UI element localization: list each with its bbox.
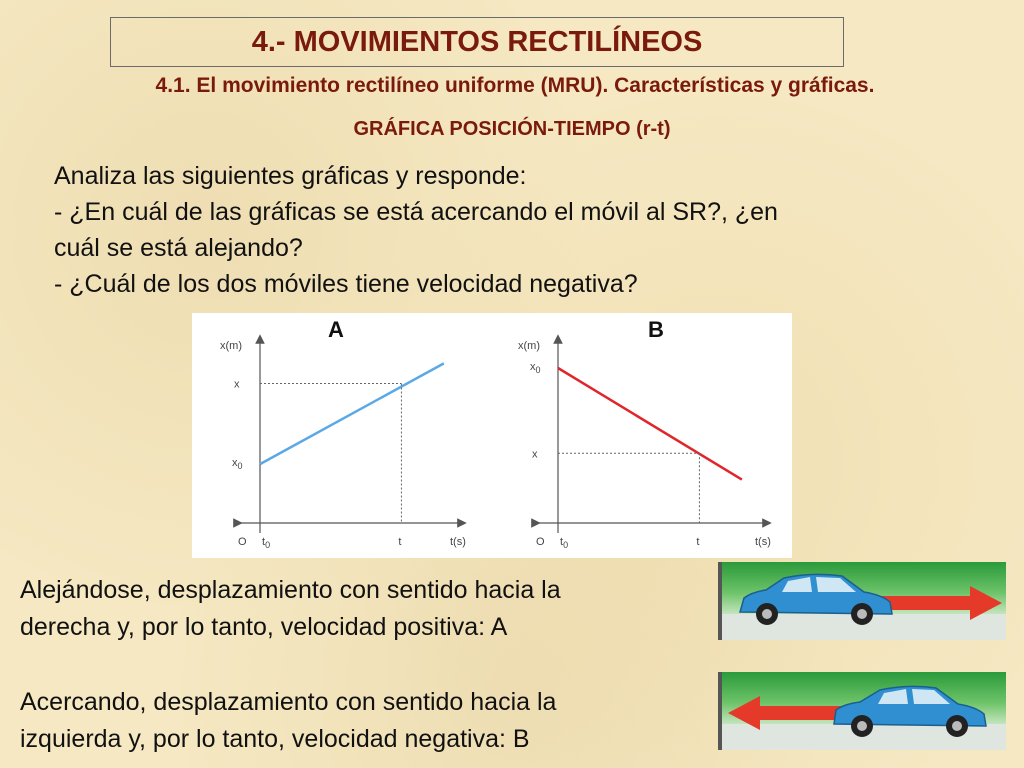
slide-title: [110, 17, 844, 67]
y-tick-label: x: [234, 378, 240, 391]
answer-b-line: izquierda y, por lo tanto, velocidad negativa: B: [20, 725, 530, 753]
series-line: [260, 363, 444, 464]
x-axis-label: t(s): [450, 536, 466, 548]
x-axis-label: t(s): [755, 536, 771, 548]
y-axis-label: x(m): [220, 340, 242, 352]
slide-subtitle: 4.1. El movimiento rectilíneo uniforme (MRU). Características y gráficas.: [155, 74, 875, 97]
car-moving-left-image: [718, 672, 1006, 750]
answer-b-line: Acercando, desplazamiento con sentido hacia la: [20, 688, 557, 716]
series-line: [558, 368, 742, 480]
prompt-line: Analiza las siguientes gráficas y responde:: [54, 162, 527, 190]
x-tick-label: t: [398, 536, 402, 548]
y-axis-label: x(m): [518, 340, 540, 352]
section-heading: GRÁFICA POSICIÓN-TIEMPO (r-t): [353, 118, 671, 140]
prompt-line: - ¿En cuál de las gráficas se está acercando el móvil al SR?, ¿en: [54, 198, 778, 226]
answer-a-line: Alejándose, desplazamiento con sentido hacia la: [20, 576, 561, 604]
answer-b: [20, 684, 556, 758]
graphs-svg: [192, 313, 792, 558]
y-tick-label: $x_0$: [232, 457, 243, 472]
prompt-line: cuál se está alejando?: [54, 234, 303, 262]
x-tick-label: $t_0$: [262, 536, 271, 550]
slide-title-text: 4.- MOVIMIENTOS RECTILÍNEOS: [251, 25, 703, 58]
answer-a-line: derecha y, por lo tanto, velocidad positiva: A: [20, 613, 508, 641]
prompt-line: - ¿Cuál de los dos móviles tiene velocidad negativa?: [54, 270, 638, 298]
origin-label: O: [238, 536, 247, 548]
y-tick-label: x: [532, 448, 538, 461]
question-prompt: [54, 158, 1004, 302]
position-time-graphs: [192, 313, 792, 558]
x-tick-label: $t_0$: [560, 536, 569, 550]
origin-label: O: [536, 536, 545, 548]
chart-title: A: [328, 317, 344, 342]
y-tick-label: $x_0$: [530, 361, 541, 375]
answer-a: [20, 572, 561, 646]
car-moving-right-image: [718, 562, 1006, 640]
x-tick-label: t: [696, 536, 700, 548]
chart-title: B: [648, 317, 664, 342]
